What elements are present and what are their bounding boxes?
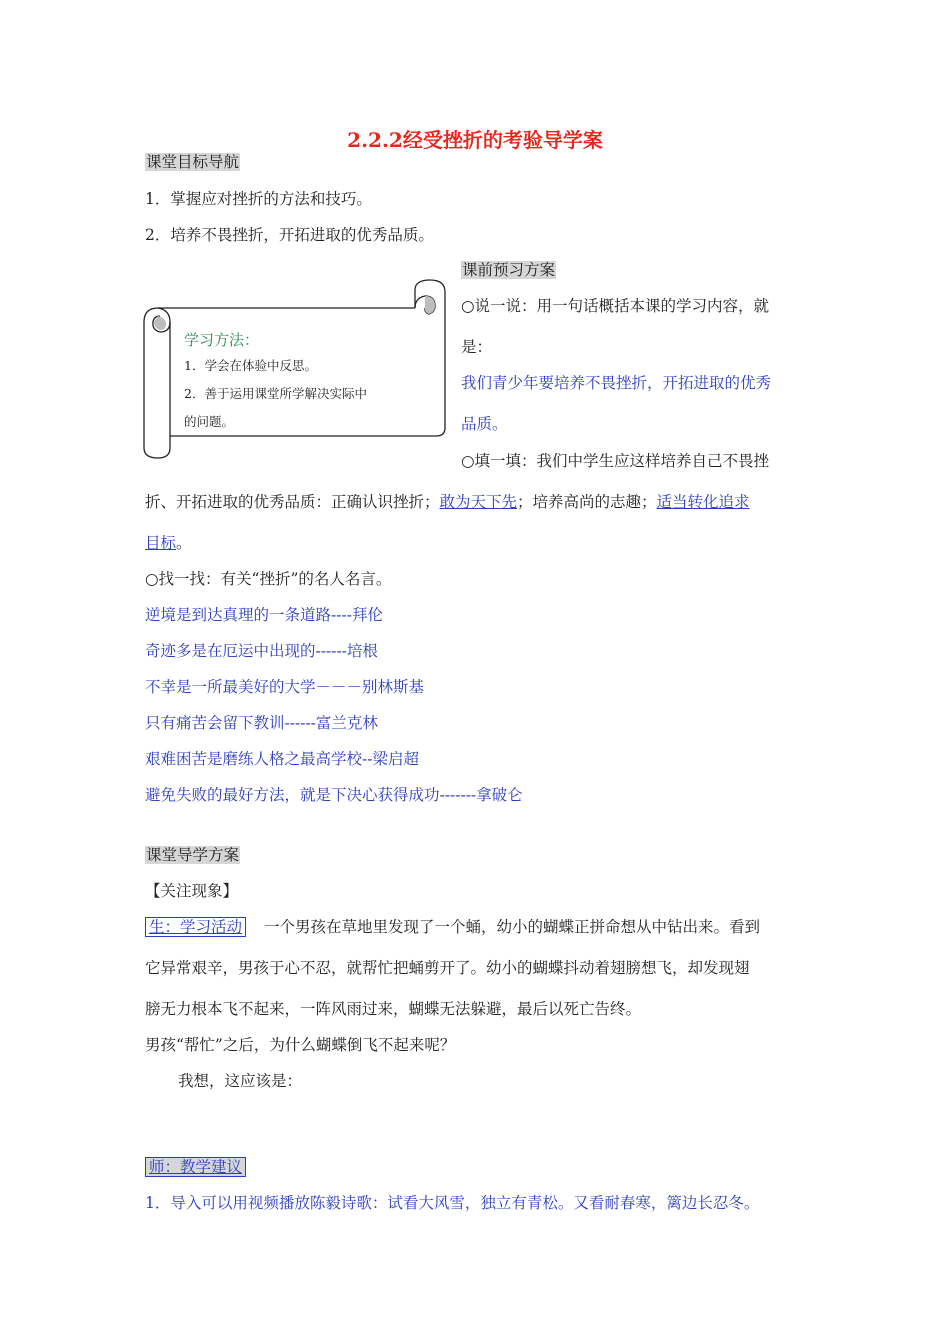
activity-line3: 膀无力根本飞不起来，一阵风雨过来，蝴蝶无法躲避，最后以死亡告终。 (145, 1000, 642, 1018)
fill-blank-1: 敢为天下先 (439, 493, 518, 511)
fill-prompt-line1: ○填一填：我们中学生应这样培养自己不畏挫 (461, 452, 770, 470)
teacher-suggestion-1: 1．导入可以用视频播放陈毅诗歌：试看大风雪，独立有青松。又看耐春寒，篱边长忍冬。 (145, 1194, 760, 1212)
say-answer-line1: 我们青少年要培养不畏挫折，开拓进取的优秀 (461, 374, 772, 392)
activity-question: 男孩“帮忙”之后，为什么蝴蝶倒飞不起来呢？ (145, 1036, 456, 1054)
activity-line1: 生：学习活动 一个男孩在草地里发现了一个蛹，幼小的蝴蝶正拼命想从中钻出来。看到 (145, 917, 760, 937)
quote-item: 避免失败的最好方法，就是下决心获得成功-------拿破仑 (145, 786, 523, 804)
preview-header: 课前预习方案 (462, 261, 556, 279)
teacher-tag: 师：教学建议 (145, 1157, 246, 1177)
goal-item-1: 1．掌握应对挫折的方法和技巧。 (145, 190, 372, 208)
teacher-tag-line (145, 1157, 246, 1177)
focus-label: 【关注现象】 (145, 882, 239, 900)
goal-item-2: 2．培养不畏挫折，开拓进取的优秀品质。 (145, 226, 434, 244)
fill-blank-2-cont: 目标 (145, 534, 177, 552)
find-prompt: ○找一找：有关“挫折”的名人名言。 (145, 570, 392, 588)
quote-item: 奇迹多是在厄运中出现的------培根 (145, 642, 378, 660)
say-answer-line2: 品质。 (461, 415, 508, 433)
study-method-item-1: 1．学会在体验中反思。 (184, 358, 317, 373)
fill-line2: 折、开拓进取的优秀品质：正确认识挫折；敢为天下先；培养高尚的志趣；适当转化追求 (145, 493, 750, 511)
say-prompt-line2: 是： (461, 338, 493, 356)
quote-item: 不幸是一所最美好的大学－－－别林斯基 (145, 678, 425, 696)
study-method-item-2: 2．善于运用课堂所学解决实际中 (184, 386, 367, 401)
class-header: 课堂导学方案 (146, 846, 240, 864)
study-method-item-3: 的问题。 (184, 414, 235, 429)
fill-blank-2: 适当转化追求 (656, 493, 750, 511)
quote-item: 只有痛苦会留下教训------富兰克林 (145, 714, 378, 732)
study-method-title: 学习方法： (184, 331, 260, 349)
say-prompt-line1: ○说一说：用一句话概括本课的学习内容，就 (461, 297, 770, 315)
quote-item: 逆境是到达真理的一条道路----拜伦 (145, 606, 383, 624)
activity-line2: 它异常艰辛，男孩于心不忍，就帮忙把蛹剪开了。幼小的蝴蝶抖动着翅膀想飞，却发现翅 (145, 959, 750, 977)
answer-prompt: 我想，这应该是： (178, 1072, 303, 1090)
activity-tag: 生：学习活动 (145, 917, 246, 937)
goals-header: 课堂目标导航 (146, 153, 240, 171)
quote-item: 艰难困苦是磨练人格之最高学校--梁启超 (145, 750, 419, 768)
page-title: 2.2.2经受挫折的考验导学案 (347, 128, 603, 152)
fill-line3: 目标。 (145, 534, 192, 552)
